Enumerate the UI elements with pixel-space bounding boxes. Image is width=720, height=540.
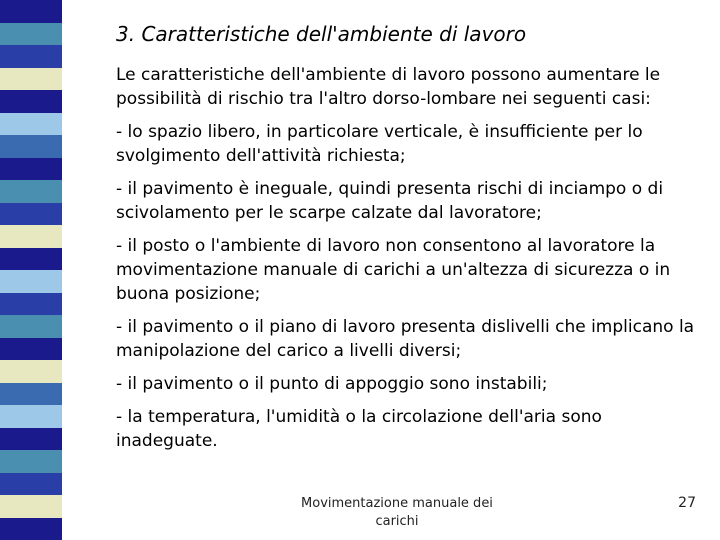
stripe-block [0, 225, 62, 248]
stripe-block [0, 518, 62, 540]
slide-body [116, 63, 696, 462]
stripe-block [0, 428, 62, 451]
page-number: 27 [678, 495, 696, 511]
stripe-block [0, 270, 62, 293]
footer-text: Movimentazione manuale dei carichi [301, 496, 493, 529]
stripe-block [0, 473, 62, 496]
stripe-block [0, 248, 62, 271]
list-item: - il posto o l'ambiente di lavoro non consentono al lavoratore la movimentazione manuale di carichi a un'altezza di sicurezza o in buona posizione; [116, 236, 671, 304]
list-item: - il pavimento o il piano di lavoro presenta dislivelli che implicano la manipolazione del carico a livelli diversi; [116, 317, 695, 361]
stripe-block [0, 158, 62, 181]
stripe-block [0, 383, 62, 406]
stripe-block [0, 315, 62, 338]
list-item: - lo spazio libero, in particolare verticale, è insufficiente per lo svolgimento dell'attività richiesta; [116, 122, 643, 166]
stripe-block [0, 405, 62, 428]
list-item: - il pavimento o il punto di appoggio sono instabili; [116, 374, 548, 394]
list-item: - la temperatura, l'umidità o la circolazione dell'aria sono inadeguate. [116, 407, 602, 451]
stripe-block [0, 203, 62, 226]
stripe-block [0, 338, 62, 361]
stripe-block [0, 45, 62, 68]
stripe-block [0, 293, 62, 316]
stripe-block [0, 0, 62, 23]
intro-paragraph: Le caratteristiche dell'ambiente di lavoro possono aumentare le possibilità di rischio tra l'altro dorso-lombare nei seguenti casi: [116, 65, 661, 109]
stripe-block [0, 360, 62, 383]
stripe-block [0, 495, 62, 518]
stripe-block [0, 90, 62, 113]
stripe-block [0, 450, 62, 473]
list-item: - il pavimento è ineguale, quindi presenta rischi di inciampo o di scivolamento per le scarpe calzate dal lavoratore; [116, 179, 664, 223]
stripe-block [0, 113, 62, 136]
slide-title: 3. Caratteristiche dell'ambiente di lavoro [116, 22, 527, 46]
stripe-block [0, 180, 62, 203]
stripe-block [0, 68, 62, 91]
decorative-stripe [0, 0, 62, 540]
stripe-block [0, 23, 62, 46]
stripe-block [0, 135, 62, 158]
